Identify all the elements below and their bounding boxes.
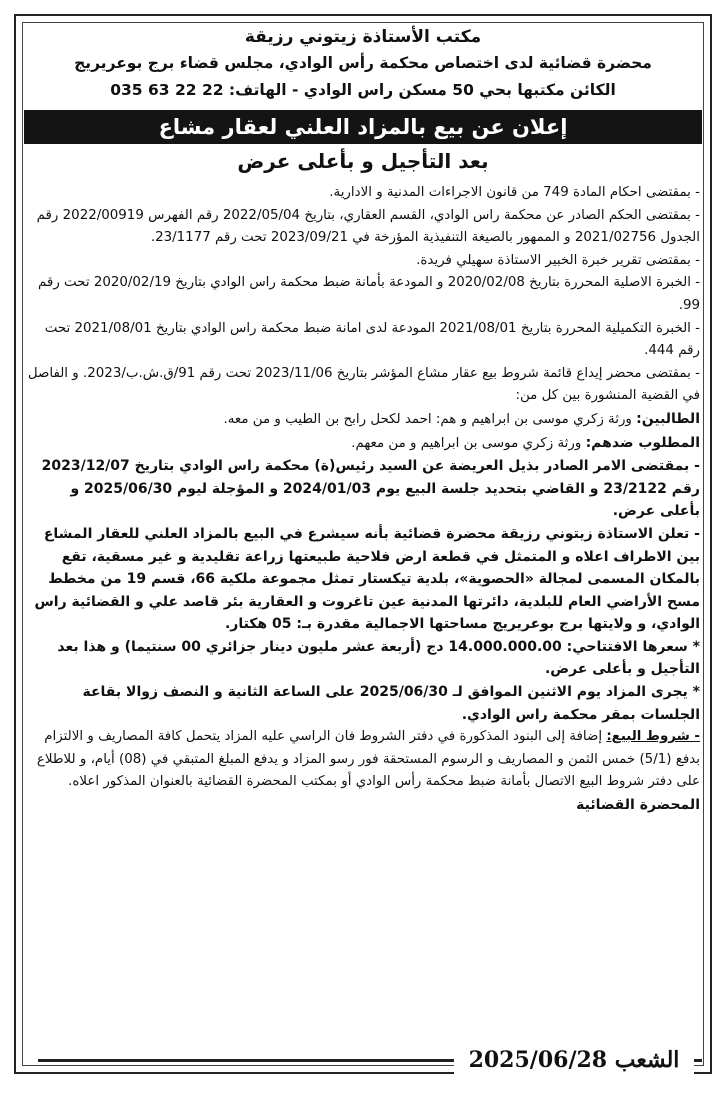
para-auction-date: * يجرى المزاد يوم الاثنين الموافق لـ 2025/06/30 على الساعة الثانية و النصف زوالا بقاعة الجلسات بمقر محكمة راس الوادي. bbox=[82, 684, 700, 723]
para-judgment: - بمقتضى الحكم الصادر عن محكمة راس الوادي، القسم العقاري، بتاريخ 2022/05/04 رقم الفهرس 2022/00919 رقم الجدول 2021/02756 و الممهور بالصيغة التنفيذية المؤرخة في 2023/09/21 تحت رقم 23/1177. bbox=[36, 207, 700, 246]
defendants-label: المطلوب ضدهم: bbox=[585, 434, 700, 451]
signature: المحضرة القضائية bbox=[576, 797, 700, 814]
footer bbox=[14, 1045, 712, 1075]
terms-text: إضافة إلى البنود المذكورة في دفتر الشروط فان الراسي عليه المزاد يتحمل كافة المصاريف و الالتزام بدفع (5/1) خمس الثمن و المصاريف و الرسوم المستحقة فور رسو المزاد و يدفع المبلغ المتبقي في (08) أيام، و للاطلاع على دفتر شروط البيع الاتصال بأمانة ضبط محكمة رأس الوادي أو بمكتب المحضرة القضائية بالعنوان المذكور اعلاه. bbox=[36, 729, 700, 790]
para-terms bbox=[26, 726, 700, 817]
newspaper-date: الشعب 2025/06/28 bbox=[454, 1045, 694, 1075]
court-line: محضرة قضائية لدى اختصاص محكمة رأس الوادي، مجلس قضاء برج بوعريريج bbox=[74, 54, 652, 72]
announcement-body bbox=[22, 182, 704, 818]
para-conditions-deposit: - بمقتضى محضر إيداع قائمة شروط بيع عقار مشاع المؤشر بتاريخ 2023/11/06 تحت رقم 91/ق.ش.ب/2023. و الفاصل في القضية المنشورة بين كل من: bbox=[27, 365, 700, 404]
para-plaintiffs bbox=[26, 408, 700, 432]
terms-label: - شروط البيع: bbox=[606, 729, 700, 745]
para-supplementary-report: - الخبرة التكميلية المحررة بتاريخ 2021/08/01 المودعة لدى امانة ضبط محكمة راس الوادي بتاريخ 2021/08/01 تحت رقم 444. bbox=[44, 320, 700, 359]
address-phone: الكائن مكتبها بحي 50 مسكن راس الوادي - الهاتف: 22 22 63 035 bbox=[110, 81, 616, 99]
para-order: - بمقتضى الامر الصادر بذيل العريضة عن السيد رئيس(ة) محكمة راس الوادي بتاريخ 2023/12/07 رقم 23/2122 و القاضي بتحديد جلسة البيع يوم 2024/01/03 و المؤجلة ليوم 2025/06/30 و بأعلى عرض. bbox=[41, 458, 700, 520]
plaintiffs-label: الطالبين: bbox=[636, 410, 700, 427]
para-expert: - بمقتضى تقرير خبرة الخبير الاستاذة سهيلي فريدة. bbox=[416, 252, 700, 268]
defendants-text: ورثة زكري موسى بن ابراهيم و من معهم. bbox=[351, 435, 582, 451]
plaintiffs-text: ورثة زكري موسى بن ابراهيم و هم: احمد لكحل رابح بن الطيب و من معه. bbox=[223, 411, 632, 427]
announcement-banner: إعلان عن بيع بالمزاد العلني لعقار مشاع bbox=[24, 110, 702, 144]
office-name: مكتب الأستاذة زيتوني رزيقة bbox=[244, 27, 482, 47]
para-price: * سعرها الافتتاحي: 14.000.000.00 دج (أربعة عشر مليون دينار جزائري 00 سنتيما) و هذا بعد التأجيل و بأعلى عرض. bbox=[57, 638, 700, 678]
para-property: - تعلن الاستاذة زيتوني رزيقة محضرة قضائية بأنه سيشرع في البيع بالمزاد العلني للعقار المشاع بين الاطراف اعلاه و المتمثل في قطعة ارض فلاحية طبيعتها زراعة تقليدية و غير مسقية، تقع بالمكان المسمى لمجالة «الحصوية»، بلدية تيكستار تمثل مجموعة ملكية 66، قسم 19 من مخطط مسح الأراضي العام للبلدية، دائرتها المدنية عين تاغروت و العقارية بئر قاصد علي و القضائية راس الوادي، و ولايتها برج بوعريريج مساحتها الاجمالية مقدرة بـ: 05 هكتار. bbox=[34, 525, 700, 633]
para-original-report: - الخبرة الاصلية المحررة بتاريخ 2020/02/08 و المودعة بأمانة ضبط محكمة راس الوادي بتاريخ 2020/02/19 تحت رقم 99. bbox=[38, 275, 700, 313]
para-defendants bbox=[26, 432, 700, 456]
announcement-subtitle: بعد التأجيل و بأعلى عرض bbox=[237, 149, 489, 173]
para-article: - بمقتضى احكام المادة 749 من قانون الاجراءات المدنية و الادارية. bbox=[329, 185, 700, 200]
footer-rule-left bbox=[38, 1059, 458, 1062]
ad-content bbox=[22, 24, 704, 818]
